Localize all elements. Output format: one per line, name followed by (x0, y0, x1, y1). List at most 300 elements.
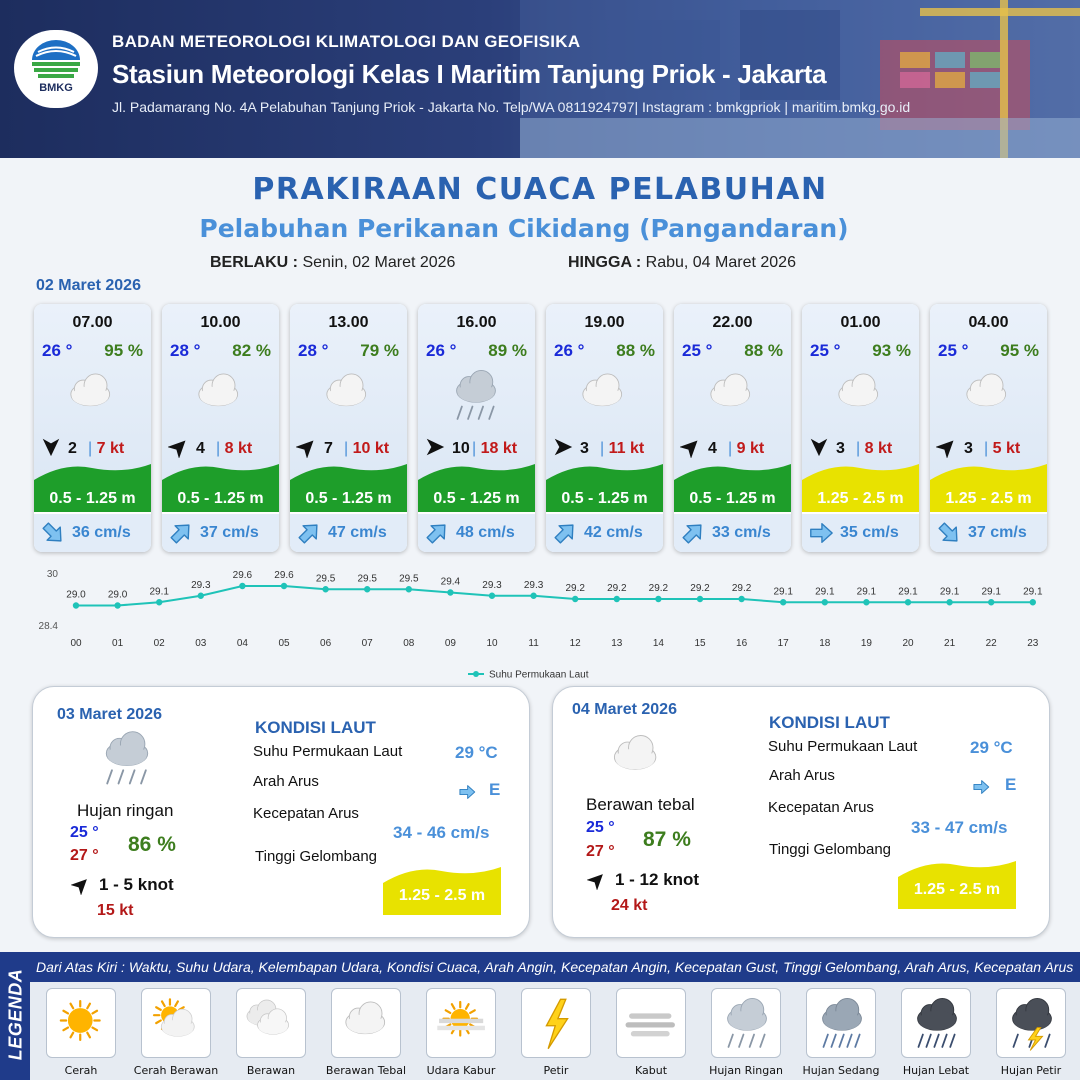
x-tick-label: 10 (486, 638, 498, 649)
gust-separator: | (344, 440, 353, 457)
wave-height: 1.25 - 2.5 m (817, 490, 904, 507)
current-speed-value: 34 - 46 cm/s (393, 823, 490, 842)
bmkg-emblem-icon (26, 38, 86, 80)
sst-point (863, 599, 869, 605)
x-tick-label: 05 (278, 638, 290, 649)
current-direction-icon (453, 783, 481, 801)
legend-label: Hujan Sedang (802, 1064, 880, 1077)
humidity: 86 % (128, 833, 176, 856)
legend-marker (473, 671, 479, 677)
sst-data-label: 29.2 (607, 583, 627, 594)
day-date: 03 Maret 2026 (57, 706, 162, 723)
gust-value: 8 kt (864, 440, 893, 457)
berawan-tebal-icon (56, 366, 128, 426)
gust-separator: | (88, 440, 97, 457)
current-arrow (680, 520, 706, 546)
forecast-time: 04.00 (968, 314, 1009, 331)
air-temperature: 26 ° (42, 341, 73, 360)
sst-data-label: 29.2 (565, 583, 585, 594)
forecast-time: 07.00 (72, 314, 113, 331)
sst-data-label: 29.2 (731, 583, 752, 594)
legend-label: Hujan Petir (1000, 1064, 1062, 1077)
legend-icon-box (141, 988, 211, 1058)
wave-height: 1.25 - 2.5 m (945, 490, 1032, 507)
temperature-min: 25 ° (70, 824, 99, 841)
station-name: Stasiun Meteorologi Kelas I Maritim Tanjung Priok - Jakarta (112, 59, 827, 89)
humidity: 89 % (488, 341, 527, 360)
day-weather-icon (91, 727, 163, 791)
wind-speed-range: 1 - 12 knot (615, 870, 700, 889)
sst-point (281, 583, 287, 589)
forecast-time: 16.00 (456, 314, 497, 331)
forecast-card (802, 304, 919, 552)
x-tick-label: 14 (652, 638, 664, 649)
current-direction-label: Arah Arus (253, 773, 319, 790)
legend-item (236, 988, 310, 1077)
legend-icon-box (616, 988, 686, 1058)
legend-item (802, 988, 880, 1077)
sst-point (655, 596, 661, 602)
sst-label: Suhu Permukaan Laut (768, 738, 918, 755)
udara-kabur-icon (430, 994, 494, 1054)
current-direction-icon (168, 520, 194, 546)
sst-chart (30, 562, 1060, 684)
x-tick-label: 17 (777, 638, 789, 649)
x-tick-label: 08 (403, 638, 415, 649)
gust-value: 18 kt (480, 440, 518, 457)
humidity: 82 % (232, 341, 271, 360)
sst-line (76, 586, 1033, 606)
forecast-time: 13.00 (328, 314, 369, 331)
wind-speed: 7 (324, 440, 333, 457)
wave-height-value: 1.25 - 2.5 m (398, 887, 486, 904)
wave-height-value: 1.25 - 2.5 m (913, 881, 1001, 898)
wind-speed-range: 1 - 5 knot (99, 875, 174, 894)
x-tick-label: 04 (236, 638, 248, 649)
forecast-time: 22.00 (712, 314, 753, 331)
x-tick-label: 18 (819, 638, 831, 649)
forecast-card (290, 304, 407, 552)
berawan-tebal-icon (824, 366, 896, 426)
sst-data-label: 29.2 (690, 583, 710, 594)
x-tick-label: 13 (611, 638, 623, 649)
legend-label: Petir (543, 1064, 569, 1077)
weather-icon (824, 366, 896, 426)
berawan-tebal-icon (312, 366, 384, 426)
legend-label: Berawan Tebal (325, 1064, 407, 1077)
wind-direction-icon (424, 436, 446, 458)
sst-data-label: 29.3 (523, 579, 544, 591)
legend-label: Kabut (634, 1064, 668, 1077)
header-banner (0, 0, 1080, 158)
current-arrow (168, 520, 194, 546)
validity-period (210, 254, 796, 272)
gust-separator: | (472, 440, 481, 457)
forecast-card (930, 304, 1047, 552)
day-panel-1 (32, 686, 530, 938)
gust-separator: | (984, 440, 993, 457)
x-tick-label: 06 (320, 638, 332, 649)
current-info (546, 514, 663, 552)
gust-value: 9 kt (736, 440, 765, 457)
weather-icon (56, 366, 128, 426)
sst-label: Suhu Permukaan Laut (253, 743, 403, 760)
sst-data-label: 29.3 (482, 579, 502, 591)
current-info (674, 514, 791, 552)
sst-point (198, 593, 204, 599)
berawan-tebal-icon (335, 994, 399, 1054)
gust-separator: | (216, 440, 225, 457)
air-temperature: 25 ° (682, 341, 713, 360)
legend-icon-box (46, 988, 116, 1058)
valid-from-value: Senin, 02 Maret 2026 (302, 254, 456, 271)
wind-gust (600, 440, 644, 458)
gust-separator: | (728, 440, 737, 457)
forecast-card (546, 304, 663, 552)
sst-point (780, 599, 786, 605)
berawan-tebal-icon (568, 366, 640, 426)
berawan-tebal-icon (696, 366, 768, 426)
sst-point (738, 596, 744, 602)
wave-height: 0.5 - 1.25 m (561, 490, 648, 507)
x-tick-label: 23 (1027, 638, 1039, 649)
sst-data-label: 29.5 (357, 573, 377, 585)
wind-speed: 2 (68, 440, 77, 457)
x-tick-label: 19 (860, 638, 872, 649)
humidity: 93 % (872, 341, 911, 360)
wind-arrow (936, 436, 960, 460)
valid-from-label: BERLAKU : (210, 254, 298, 271)
sst-point (530, 593, 536, 599)
wind-info (424, 436, 534, 462)
current-arrow (453, 783, 481, 801)
gust-value: 7 kt (96, 440, 125, 457)
current-direction-icon (40, 520, 66, 546)
sst-data-label: 29.1 (856, 586, 877, 598)
humidity: 88 % (616, 341, 655, 360)
sst-point (489, 593, 495, 599)
wind-speed: 3 (836, 440, 845, 457)
wind-gust (88, 440, 124, 458)
sea-condition-heading: KONDISI LAUT (255, 718, 376, 737)
sst-point (447, 589, 453, 595)
current-direction-icon (296, 520, 322, 546)
sst-point (946, 599, 952, 605)
wind-arrow (40, 436, 64, 460)
hourly-forecast (34, 304, 1054, 552)
air-temperature: 26 ° (426, 341, 457, 360)
legend-icon-box (711, 988, 781, 1058)
wind-gust (728, 440, 764, 458)
air-temperature: 28 ° (298, 341, 329, 360)
x-tick-label: 20 (902, 638, 914, 649)
wind-gust (856, 440, 892, 458)
legend-sidebar (0, 952, 30, 1080)
air-temperature: 25 ° (938, 341, 969, 360)
legend-item (709, 988, 785, 1077)
current-speed: 35 cm/s (840, 524, 899, 541)
berawan-tebal-icon (184, 366, 256, 426)
berawan-tebal-icon (952, 366, 1024, 426)
air-temperature: 25 ° (810, 341, 841, 360)
legend-icon-box (236, 988, 306, 1058)
day-panel-2 (552, 686, 1050, 938)
wind-info (296, 436, 406, 462)
humidity: 79 % (360, 341, 399, 360)
sst-point (572, 596, 578, 602)
cerah-berawan-icon (145, 994, 209, 1054)
wind-arrow (168, 436, 192, 460)
sst-point (239, 583, 245, 589)
x-tick-label: 21 (944, 638, 956, 649)
wind-gust (984, 440, 1020, 458)
air-temperature: 28 ° (170, 341, 201, 360)
day1-date: 02 Maret 2026 (36, 277, 141, 294)
wind-speed: 4 (708, 440, 717, 457)
legend-description: Dari Atas Kiri : Waktu, Suhu Udara, Kelembapan Udara, Kondisi Cuaca, Arah Angin, Kecepatan Angin, Kecepatan Gust, Tinggi Gelombang, Arah Arus, Kecepatan Arus (36, 959, 1074, 975)
current-speed: 37 cm/s (968, 524, 1027, 541)
current-speed: 36 cm/s (72, 524, 131, 541)
gust-value: 10 kt (352, 440, 390, 457)
wind-direction-icon (296, 436, 318, 458)
wind-gust: 15 kt (97, 902, 134, 919)
forecast-card (418, 304, 535, 552)
wave-height: 0.5 - 1.25 m (177, 490, 264, 507)
sst-data-label: 29.0 (66, 589, 86, 601)
x-tick-label: 12 (569, 638, 581, 649)
current-info (930, 514, 1047, 552)
wind-direction-icon (552, 436, 574, 458)
current-arrow (808, 520, 834, 546)
legend-label: Udara Kabur (426, 1064, 496, 1077)
x-tick-label: 00 (70, 638, 82, 649)
humidity: 87 % (643, 828, 691, 851)
bmkg-logo (14, 30, 98, 108)
current-direction-icon (680, 520, 706, 546)
current-speed: 33 cm/s (712, 524, 771, 541)
x-tick-label: 01 (112, 638, 124, 649)
legend-title: LEGENDA (5, 968, 26, 1061)
current-direction-icon (424, 520, 450, 546)
forecast-card (674, 304, 791, 552)
y-tick-label: 30 (46, 569, 58, 580)
temperature-min: 25 ° (586, 819, 615, 836)
humidity: 95 % (1000, 341, 1039, 360)
current-speed: 42 cm/s (584, 524, 643, 541)
sst-point (905, 599, 911, 605)
legend-item (46, 988, 120, 1077)
wind-arrow (71, 875, 93, 897)
wave-height: 0.5 - 1.25 m (433, 490, 520, 507)
petir-icon (525, 994, 589, 1054)
page-title: PRAKIRAAN CUACA PELABUHAN (252, 172, 828, 207)
sst-data-label: 29.6 (274, 570, 294, 581)
sst-data-label: 29.1 (939, 586, 960, 598)
wind-info (168, 436, 278, 462)
wind-arrow (680, 436, 704, 460)
sst-data-label: 29.1 (815, 586, 835, 598)
hujan-petir-icon (1000, 994, 1064, 1054)
sst-data-label: 29.1 (898, 586, 918, 598)
current-arrow (296, 520, 322, 546)
wave-height: 0.5 - 1.25 m (49, 490, 136, 507)
legend-series-name: Suhu Permukaan Laut (489, 669, 589, 681)
gust-value: 5 kt (992, 440, 1021, 457)
wind-arrow (296, 436, 320, 460)
sst-data-label: 29.4 (440, 576, 461, 588)
wind-speed: 3 (580, 440, 589, 457)
legend-icon-box (901, 988, 971, 1058)
humidity: 88 % (744, 341, 783, 360)
page-subtitle: Pelabuhan Perikanan Cikidang (Pangandaran) (199, 214, 849, 243)
legend-label: Cerah Berawan (133, 1064, 219, 1077)
legend-icon-box (521, 988, 591, 1058)
wind-direction-icon (168, 436, 190, 458)
forecast-time: 01.00 (840, 314, 881, 331)
weather-icon (440, 366, 512, 426)
sst-point (822, 599, 828, 605)
current-info (34, 514, 151, 552)
y-tick-label: 28.4 (38, 621, 58, 632)
sst-value: 29 °C (970, 738, 1013, 757)
legend-label: Hujan Ringan (709, 1064, 783, 1077)
weather-icon (696, 366, 768, 426)
gust-separator: | (600, 440, 609, 457)
sst-point (988, 599, 994, 605)
forecast-card (162, 304, 279, 552)
hujan-sedang-icon (810, 994, 874, 1054)
legend-item (325, 988, 407, 1077)
day-date: 04 Maret 2026 (572, 701, 677, 718)
current-direction-label: Arah Arus (769, 767, 835, 784)
legend-icon-box (996, 988, 1066, 1058)
logo-text: BMKG (39, 82, 73, 94)
legend-label: Hujan Lebat (902, 1064, 970, 1077)
gust-separator: | (856, 440, 865, 457)
temperature-max: 27 ° (70, 847, 99, 864)
legend-label: Cerah (64, 1064, 98, 1077)
wind-gust (344, 440, 389, 458)
sea-condition-heading: KONDISI LAUT (769, 713, 890, 732)
current-speed: 37 cm/s (200, 524, 259, 541)
wind-gust (216, 440, 252, 458)
wind-arrow (424, 436, 448, 460)
sst-point (114, 602, 120, 608)
sst-point (364, 586, 370, 592)
legend-icon-box (806, 988, 876, 1058)
sst-point (322, 586, 328, 592)
current-info (162, 514, 279, 552)
legend-icon-box (331, 988, 401, 1058)
sst-data-label: 29.3 (191, 579, 211, 591)
current-speed-label: Kecepatan Arus (768, 799, 874, 816)
legend-label: Berawan (246, 1064, 296, 1077)
sst-data-label: 29.1 (149, 586, 169, 598)
legend-item (426, 988, 500, 1077)
kabut-icon (620, 994, 684, 1054)
sst-point (406, 586, 412, 592)
wind-speed: 4 (196, 440, 205, 457)
wind-speed: 3 (964, 440, 973, 457)
station-address: Jl. Padamarang No. 4A Pelabuhan Tanjung Priok - Jakarta No. Telp/WA 0811924797| Instagram : bmkgpriok | maritim.bmkg.go.id (112, 99, 911, 115)
sst-data-label: 29.2 (648, 583, 669, 594)
current-direction-value: E (489, 780, 501, 799)
humidity: 95 % (104, 341, 143, 360)
sst-point (73, 602, 79, 608)
gust-value: 11 kt (608, 440, 645, 457)
current-speed: 47 cm/s (328, 524, 387, 541)
sst-data-label: 29.1 (1023, 586, 1043, 598)
forecast-time: 10.00 (200, 314, 241, 331)
wind-direction-icon (808, 436, 830, 458)
gust-value: 8 kt (224, 440, 253, 457)
x-tick-label: 16 (736, 638, 748, 649)
sst-point (156, 599, 162, 605)
x-tick-label: 02 (153, 638, 165, 649)
current-arrow (424, 520, 450, 546)
weather-icon (184, 366, 256, 426)
wind-direction-icon (587, 870, 607, 890)
weather-condition: Hujan ringan (77, 801, 174, 820)
legend-item (996, 988, 1070, 1077)
legend-item (616, 988, 690, 1077)
valid-until-value: Rabu, 04 Maret 2026 (645, 254, 796, 271)
forecast-time: 19.00 (584, 314, 625, 331)
x-tick-label: 07 (361, 638, 373, 649)
sst-data-label: 29.5 (399, 573, 419, 585)
hujan-lebat-icon (905, 994, 969, 1054)
wind-arrow (552, 436, 576, 460)
wave-height-label: Tinggi Gelombang (769, 841, 892, 858)
org-name: BADAN METEOROLOGI KLIMATOLOGI DAN GEOFISIKA (112, 32, 581, 51)
wave-height-label: Tinggi Gelombang (255, 848, 378, 865)
cerah-icon (50, 994, 114, 1054)
wind-gust (472, 440, 517, 458)
x-tick-label: 11 (528, 638, 539, 649)
weather-condition: Berawan tebal (586, 795, 695, 814)
legend-icon-box (426, 988, 496, 1058)
current-direction-icon (552, 520, 578, 546)
hujan-ringan-icon (715, 994, 779, 1054)
sst-point (614, 596, 620, 602)
wind-direction-icon (680, 436, 702, 458)
wind-info (40, 436, 150, 462)
current-arrow (967, 778, 995, 796)
wind-speed: 10 (452, 440, 470, 457)
sst-data-label: 29.5 (315, 573, 336, 585)
wind-info (936, 436, 1046, 462)
berawan-tebal-icon (601, 727, 673, 791)
sst-data-label: 29.0 (107, 589, 128, 601)
current-arrow (40, 520, 66, 546)
current-direction-value: E (1005, 775, 1017, 794)
wind-arrow (808, 436, 832, 460)
hujan-ringan-icon (440, 366, 512, 426)
forecast-card (34, 304, 151, 552)
x-tick-label: 03 (195, 638, 207, 649)
wind-info (552, 436, 662, 462)
berawan-icon (240, 994, 304, 1054)
current-speed: 48 cm/s (456, 524, 515, 541)
wave-height: 0.5 - 1.25 m (689, 490, 776, 507)
current-direction-icon (808, 520, 834, 546)
day-weather-icon (601, 727, 673, 791)
x-tick-label: 22 (985, 638, 997, 649)
temperature-max: 27 ° (586, 843, 615, 860)
hujan-ringan-icon (91, 727, 163, 791)
current-arrow (552, 520, 578, 546)
current-info (290, 514, 407, 552)
